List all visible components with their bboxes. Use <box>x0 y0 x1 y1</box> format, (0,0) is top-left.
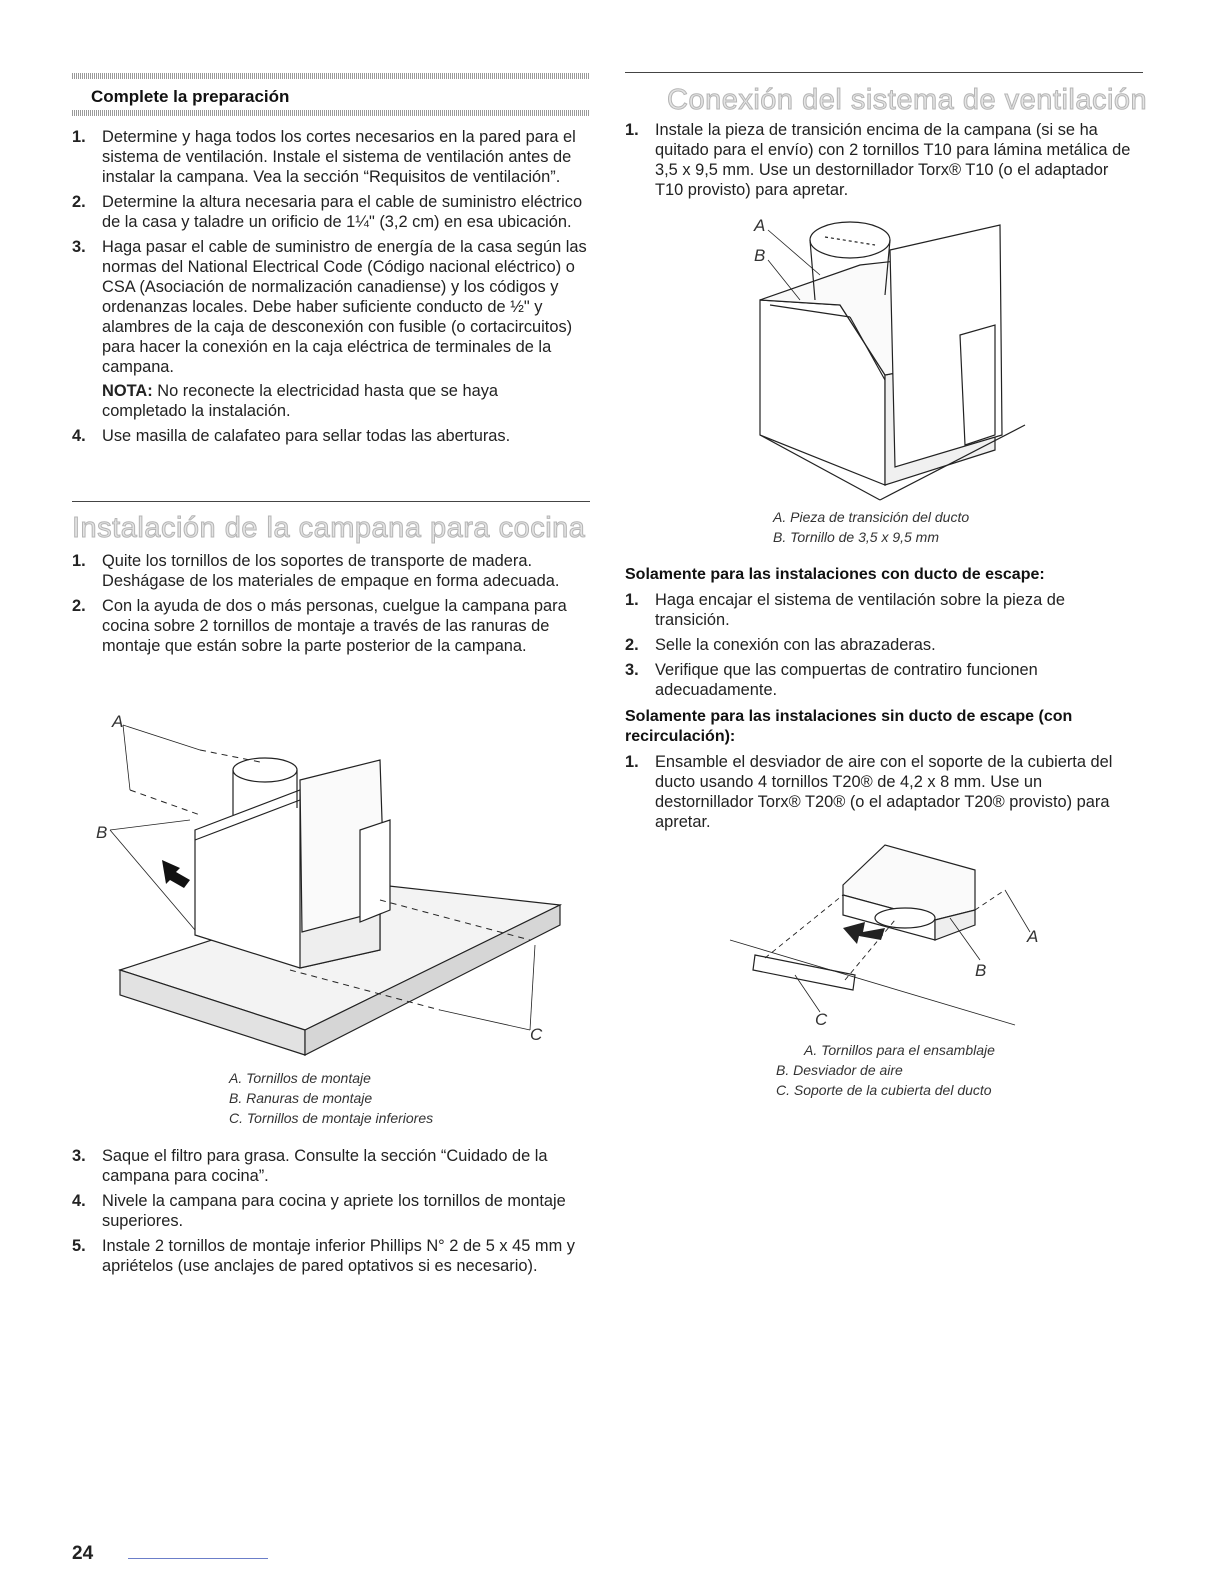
install-top-rule <box>72 501 590 502</box>
install-steps-list-b <box>72 1146 587 1281</box>
transition-piece-figure <box>740 205 1040 505</box>
fig1-caption-b: B. Tornillo de 3,5 x 9,5 mm <box>773 529 940 545</box>
air-diverter-figure <box>725 840 1045 1030</box>
list-item: 1. Ensamble el desviador de aire con el soporte de la cubierta del ducto usando 4 tornillos T20® de 4,2 x 8 mm. Use un destornillador Torx® T20® (o el adaptador T20® provisto) para apretar. <box>625 753 1113 831</box>
ducted-heading: Solamente para las instalaciones con ducto de escape: <box>625 566 1045 583</box>
list-item: 3. Haga pasar el cable de suministro de energía de la casa según las normas del National Electrical Code (Código nacional eléctrico) o CSA (Asociación de normalización canadiense) y los códigos y ordenanzas locales. Debe haber suficiente conducto de ½" y alambres de la caja de desconexión con fusible (o cortacircuitos) para hacer la conexión en la caja eléctrica de terminales de la campana. NOTA: No reconecte la electricidad hasta que se haya completado la instalación. <box>72 238 587 420</box>
figure-label-a: A <box>112 712 124 731</box>
vent-top-rule <box>625 72 1143 73</box>
nonducted-steps-list <box>625 752 1140 837</box>
figure-caption-a: A. Tornillos de montaje <box>229 1070 371 1086</box>
list-item: 4. Use masilla de calafateo para sellar todas las aberturas. <box>72 427 511 445</box>
fig2-label-a: A <box>1027 927 1039 946</box>
fig1-label-a: A <box>754 216 766 235</box>
list-item: 2. Determine la altura necesaria para el cable de suministro eléctrico de la casa y taladre un orificio de 1¼" (3,2 cm) en esa ubicación. <box>72 193 583 231</box>
list-item: 5. Instale 2 tornillos de montaje inferior Phillips N° 2 de 5 x 45 mm y apriételos (use anclajes de pared optativos si es necesario). <box>72 1237 575 1275</box>
fig2-label-b: B <box>975 961 987 980</box>
list-item: 2. Selle la conexión con las abrazaderas. <box>625 636 936 654</box>
figure-caption-b: B. Ranuras de montaje <box>229 1090 373 1106</box>
fig2-label-c: C <box>815 1010 828 1029</box>
hood-mounting-figure <box>90 700 570 1070</box>
fig1-label-b: B <box>754 246 766 265</box>
vent-steps-list <box>625 120 1140 205</box>
list-item: 1. Instale la pieza de transición encima de la campana (si se ha quitado para el envío) con 2 tornillos T10 para lámina metálica de 3,5 x 9,5 mm. Use un destornillador Torx® T10 (o el adaptador T10 provisto) para apretar. <box>625 121 1131 199</box>
list-item: 1. Determine y haga todos los cortes necesarios en la pared para el sistema de ventilación. Instale el sistema de ventilación antes de instalar la campana. Vea la sección “Requisitos de ventilación”. <box>72 128 576 186</box>
fig2-caption-b: B. Desviador de aire <box>776 1062 903 1078</box>
list-item: 1. Quite los tornillos de los soportes de transporte de madera. Deshágase de los materiales de empaque en forma adecuada. <box>72 552 560 590</box>
figure-label-b: B <box>96 823 108 842</box>
list-item: 2. Con la ayuda de dos o más personas, cuelgue la campana para cocina sobre 2 tornillos de montaje a través de las ranuras de montaje que están sobre la parte posterior de la campana. <box>72 597 567 655</box>
vent-heading: Conexión del sistema de ventilación <box>667 84 1148 116</box>
fig1-caption-a: A. Pieza de transición del ducto <box>773 509 970 525</box>
nonducted-heading: Solamente para las instalaciones sin ducto de escape (con recirculación): <box>625 708 1073 745</box>
prep-top-rule <box>72 73 590 79</box>
list-item: 1. Haga encajar el sistema de ventilación sobre la pieza de transición. <box>625 591 1066 629</box>
install-steps-list-a <box>72 551 587 661</box>
figure-label-c: C <box>530 1025 543 1044</box>
prep-steps-list <box>72 127 587 451</box>
ducted-steps-list <box>625 590 1140 705</box>
footer-rule <box>128 1558 268 1559</box>
fig2-caption-a: A. Tornillos para el ensamblaje <box>804 1042 995 1058</box>
fig2-caption-c: C. Soporte de la cubierta del ducto <box>776 1082 992 1098</box>
prep-heading-rule <box>72 110 590 116</box>
list-item: 4. Nivele la campana para cocina y apriete los tornillos de montaje superiores. <box>72 1192 566 1230</box>
figure-caption-c: C. Tornillos de montaje inferiores <box>229 1110 434 1126</box>
install-heading: Instalación de la campana para cocina <box>72 512 586 544</box>
note: NOTA: No reconecte la electricidad hasta que se haya completado la instalación. <box>102 382 499 420</box>
prep-heading: Complete la preparación <box>91 87 290 106</box>
list-item: 3. Verifique que las compuertas de contratiro funcionen adecuadamente. <box>625 661 1038 699</box>
list-item: 3. Saque el filtro para grasa. Consulte la sección “Cuidado de la campana para cocina”. <box>72 1147 548 1185</box>
page-number: 24 <box>72 1543 94 1564</box>
